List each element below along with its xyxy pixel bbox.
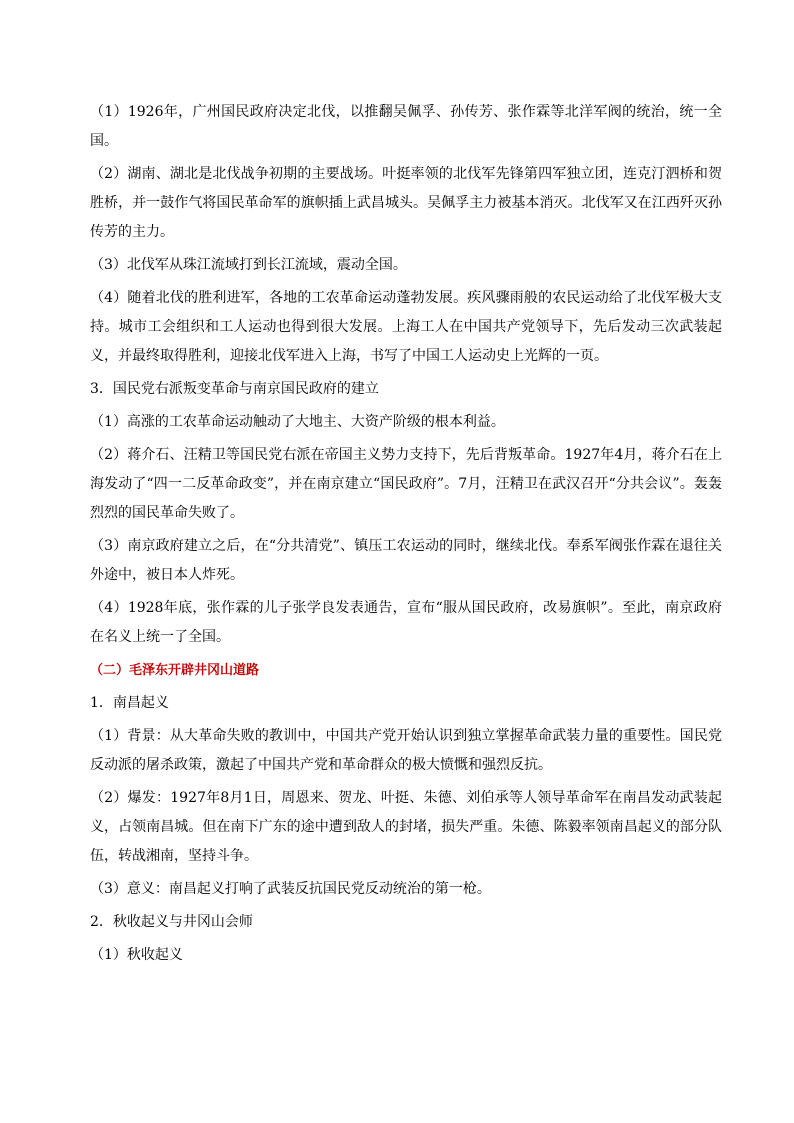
paragraph-3: （3）北伐军从珠江流域打到长江流域，震动全国。 (90, 257, 407, 273)
paragraph-4: （4）随着北伐的胜利进军，各地的工农革命运动蓬勃发展。疾风骤雨般的农民运动给了北伐军极大支持。城市工会组织和工人运动也得到很大发展。上海工人在中国共产党领导下，先后发动三次武装起义，并最终取得胜利，迎接北伐军进入上海，书写了中国工人运动史上光辉的一页。 (90, 290, 722, 364)
paragraph-12: （1）秋收起义 (90, 947, 183, 963)
paragraph-5: （1）高涨的工农革命运动触动了大地主、大资产阶级的根本利益。 (90, 414, 505, 430)
section-title-3: 3．国民党右派叛变革命与南京国民政府的建立 (90, 381, 379, 397)
paragraph-1: （1）1926年，广州国民政府决定北伐，以推翻吴佩孚、孙传芳、张作霖等北洋军阀的统治，统一全国。 (90, 104, 722, 149)
paragraph-2: （2）湖南、湖北是北伐战争初期的主要战场。叶挺率领的北伐军先锋第四军独立团，连克汀泗桥和贺胜桥，并一鼓作气将国民革命军的旗帜插上武昌城头。吴佩孚主力被基本消灭。北伐军又在江西歼灭孙传芳的主力。 (90, 166, 722, 240)
paragraph-11: （3）意义：南昌起义打响了武装反抗国民党反动统治的第一枪。 (90, 881, 491, 897)
paragraph-9: （1）背景：从大革命失败的教训中，中国共产党开始认识到独立掌握革命武装力量的重要性。国民党反动派的屠杀政策，激起了中国共产党和革命群众的极大愤慨和强烈反抗。 (90, 728, 722, 773)
document-body (90, 98, 722, 974)
paragraph-10: （2）爆发：1927年8月1日，周恩来、贺龙、叶挺、朱德、刘伯承等人领导革命军在南昌发动武装起义，占领南昌城。但在南下广东的途中遭到敌人的封堵，损失严重。朱德、陈毅率领南昌起义的部分队伍，转战湘南，坚持斗争。 (90, 790, 722, 864)
section-title-nanchang: 1．南昌起义 (90, 695, 169, 711)
paragraph-7: （3）南京政府建立之后，在“分共清党”、镇压工农运动的同时，继续北伐。奉系军阀张作霖在退往关外途中，被日本人炸死。 (90, 538, 722, 583)
section-heading-red: （二）毛泽东开辟井冈山道路 (90, 663, 260, 678)
paragraph-8: （4）1928年底，张作霖的儿子张学良发表通告，宣布“服从国民政府，改易旗帜”。至此，南京政府在名义上统一了全国。 (90, 600, 722, 645)
section-title-autumn: 2．秋收起义与井冈山会师 (90, 914, 253, 930)
paragraph-6: （2）蒋介石、汪精卫等国民党右派在帝国主义势力支持下，先后背叛革命。1927年4月，蒋介石在上海发动了“四一二反革命政变”，并在南京建立“国民政府”。7月，汪精卫在武汉召开“分共会议”。轰轰烈烈的国民革命失败了。 (90, 447, 722, 521)
